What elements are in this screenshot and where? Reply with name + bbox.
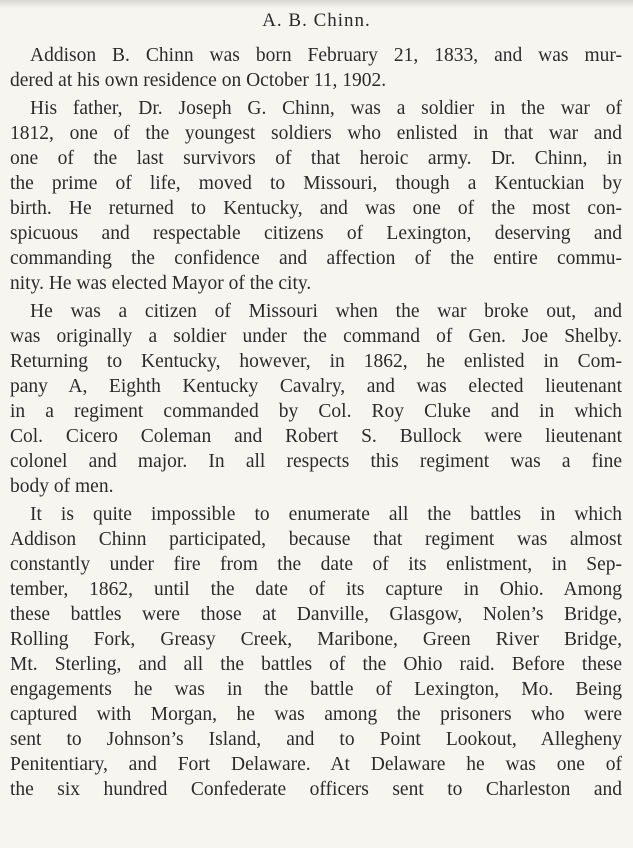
text-line: captured with Morgan, he was among the prisoners who were [10,704,622,725]
paragraph [10,502,622,802]
text-line: dered at his own residence on October 11, 1902. [10,70,387,91]
text-line: 1812, one of the youngest soldiers who enlisted in that war and [10,123,622,144]
text-line: sent to Johnson’s Island, and to Point Lookout, Allegheny [10,729,622,750]
page-top-edge [0,0,633,8]
text-line: body of men. [10,476,114,497]
text-line: His father, Dr. Joseph G. Chinn, was a soldier in the war of [30,98,622,119]
text-line: commanding the confidence and affection of the entire commu- [10,248,622,269]
text-line: constantly under fire from the date of its enlistment, in Sep- [10,554,622,575]
text-line: Rolling Fork, Greasy Creek, Maribone, Green River Bridge, [10,629,622,650]
section-heading: A. B. Chinn. [262,10,371,31]
text-line: in a regiment commanded by Col. Roy Cluke and in which [10,401,622,422]
text-line: Addison B. Chinn was born February 21, 1833, and was mur- [30,45,622,66]
text-line: Addison Chinn participated, because that regiment was almost [10,529,622,550]
text-line: Returning to Kentucky, however, in 1862, he enlisted in Com- [10,351,622,372]
text-line: tember, 1862, until the date of its capture in Ohio. Among [10,579,622,600]
text-line: Penitentiary, and Fort Delaware. At Delaware he was one of [10,754,622,775]
body-text [10,43,622,805]
text-line: one of the last survivors of that heroic army. Dr. Chinn, in [10,148,622,169]
text-line: Mt. Sterling, and all the battles of the Ohio raid. Before these [10,654,622,675]
text-line: nity. He was elected Mayor of the city. [10,273,312,294]
text-line: these battles were those at Danville, Glasgow, Nolen’s Bridge, [10,604,622,625]
text-line: the six hundred Confederate officers sent to Charleston and [10,779,622,800]
text-line: engagements he was in the battle of Lexington, Mo. Being [10,679,622,700]
text-line: spicuous and respectable citizens of Lexington, deserving and [10,223,622,244]
text-line: the prime of life, moved to Missouri, though a Kentuckian by [10,173,622,194]
text-line: Col. Cicero Coleman and Robert S. Bullock were lieutenant [10,426,622,447]
text-line: birth. He returned to Kentucky, and was one of the most con- [10,198,622,219]
paragraph [10,96,622,296]
paragraph [10,299,622,499]
text-line: It is quite impossible to enumerate all the battles in which [30,504,622,525]
text-line: colonel and major. In all respects this regiment was a fine [10,451,622,472]
text-line: pany A, Eighth Kentucky Cavalry, and was elected lieutenant [10,376,622,397]
text-line: was originally a soldier under the command of Gen. Joe Shelby. [10,326,622,347]
text-line: He was a citizen of Missouri when the war broke out, and [30,301,622,322]
paragraph [10,43,622,93]
